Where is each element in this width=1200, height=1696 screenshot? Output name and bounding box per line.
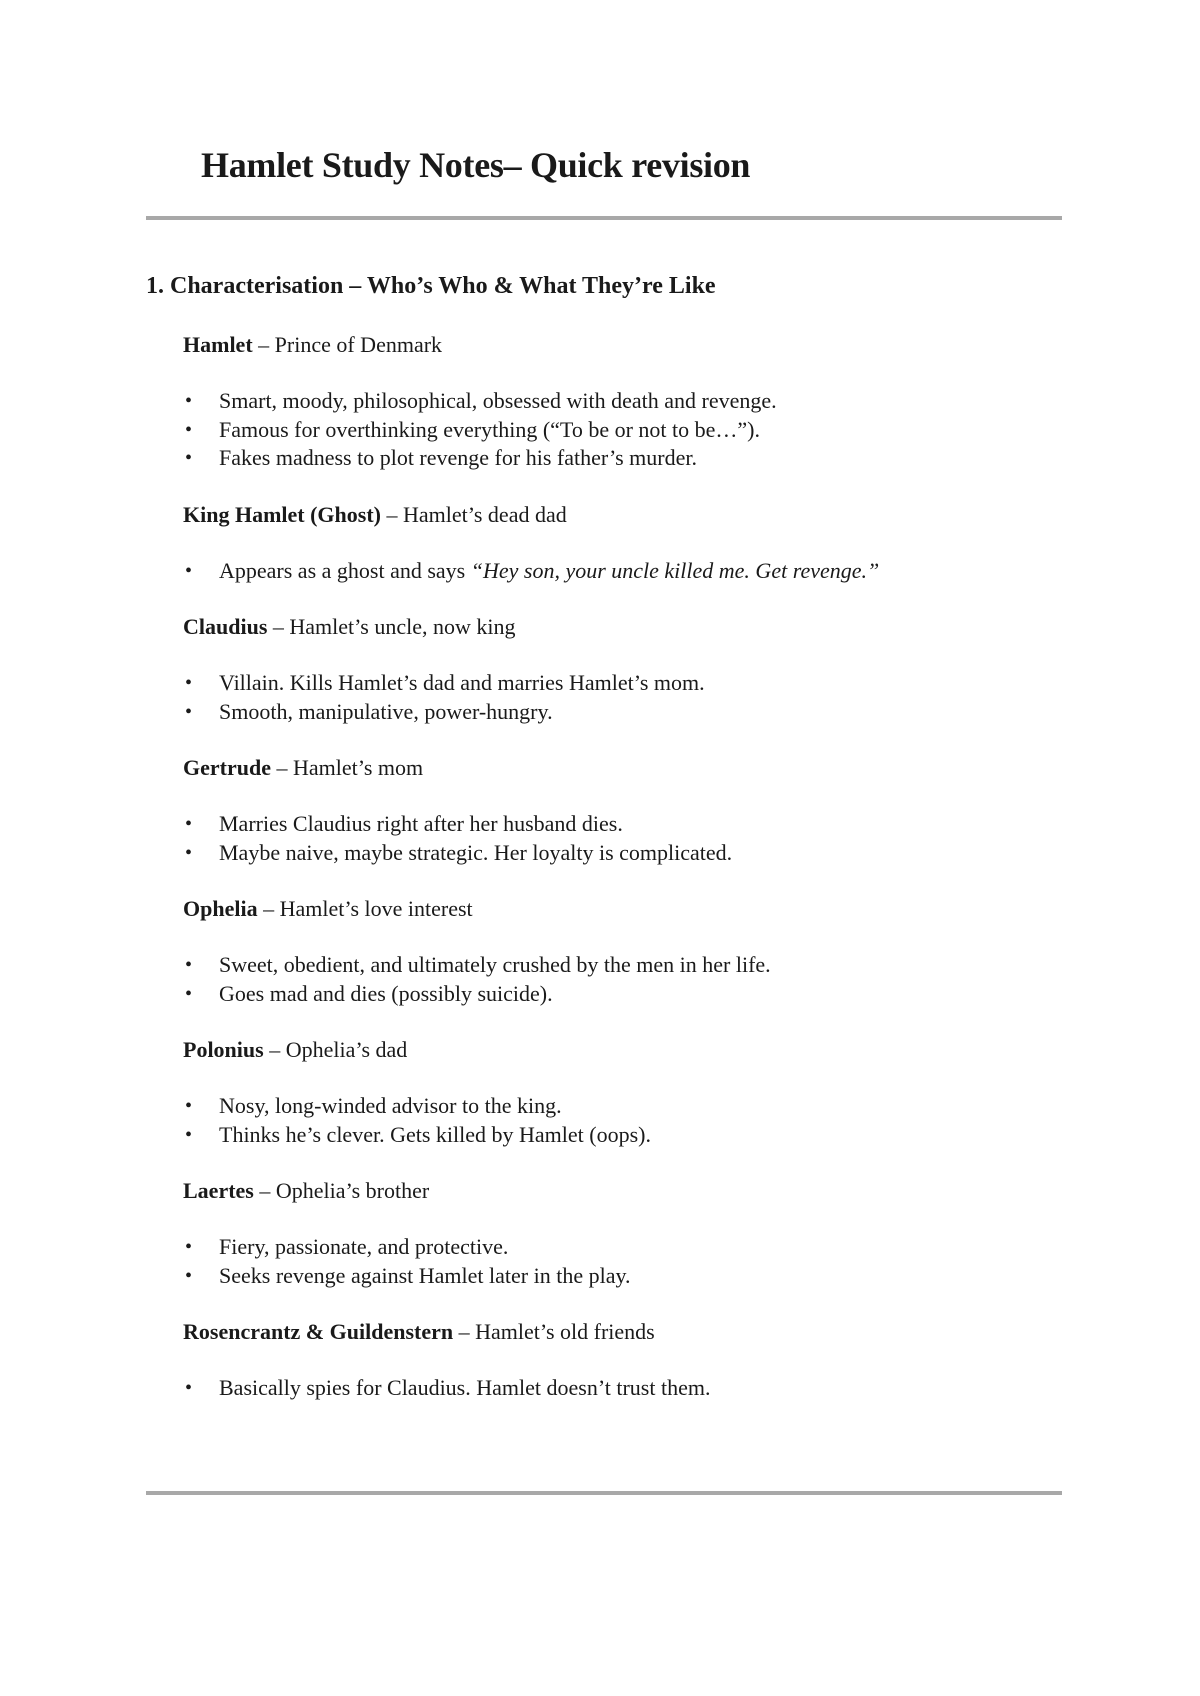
character-name: Ophelia bbox=[183, 896, 258, 921]
list-item bbox=[183, 1374, 1063, 1403]
dash-separator: – bbox=[257, 896, 280, 921]
bullet-icon: • bbox=[185, 954, 193, 976]
list-item bbox=[183, 951, 1063, 980]
list-item bbox=[183, 980, 1063, 1009]
character-heading bbox=[183, 331, 1063, 359]
list-item bbox=[183, 1233, 1063, 1262]
bullet-icon: • bbox=[185, 1095, 193, 1117]
character-laertes bbox=[183, 1177, 1063, 1290]
bullet-icon: • bbox=[185, 841, 193, 864]
bullet-list bbox=[183, 810, 1063, 867]
list-item bbox=[183, 1121, 1063, 1150]
character-role: Hamlet’s mom bbox=[292, 755, 424, 780]
list-item bbox=[183, 1262, 1063, 1291]
bullet-text: Famous for overthinking everything (“To be or not to be…”). bbox=[219, 416, 760, 442]
character-polonius bbox=[183, 1036, 1063, 1149]
bullet-icon: • bbox=[185, 813, 193, 835]
bullet-icon: • bbox=[185, 1264, 193, 1287]
bullet-icon: • bbox=[185, 418, 193, 441]
bullet-list bbox=[183, 387, 1063, 473]
page-title: Hamlet Study Notes– Quick revision bbox=[201, 145, 751, 185]
character-heading bbox=[183, 754, 1063, 782]
character-name: King Hamlet (Ghost) bbox=[183, 501, 381, 527]
character-heading bbox=[183, 1318, 1063, 1346]
character-role: Hamlet’s dead dad bbox=[403, 501, 567, 527]
dash-separator: – bbox=[267, 614, 290, 639]
list-item bbox=[183, 387, 1063, 416]
bullet-text: Nosy, long-winded advisor to the king. bbox=[219, 1093, 562, 1118]
bullet-text: Marries Claudius right after her husband dies. bbox=[219, 811, 623, 836]
character-claudius bbox=[183, 613, 1063, 726]
bullet-list bbox=[183, 1092, 1063, 1149]
character-heading bbox=[183, 501, 1063, 529]
bullet-list bbox=[183, 557, 1063, 586]
section-heading: 1. Characterisation – Who’s Who & What They’re Like bbox=[146, 273, 716, 299]
character-name: Rosencrantz & Guildenstern bbox=[183, 1319, 454, 1344]
character-heading bbox=[183, 1177, 1063, 1205]
character-name: Laertes bbox=[183, 1178, 254, 1203]
bullet-list bbox=[183, 951, 1063, 1008]
character-role: Hamlet’s love interest bbox=[279, 896, 473, 921]
bullet-list bbox=[183, 669, 1063, 726]
character-rosencrantz-guildenstern bbox=[183, 1318, 1063, 1403]
character-role: Prince of Denmark bbox=[274, 332, 443, 357]
bullet-text: Maybe naive, maybe strategic. Her loyalty is complicated. bbox=[219, 839, 733, 865]
dash-separator: – bbox=[263, 1037, 286, 1062]
bullet-text: Thinks he’s clever. Gets killed by Hamlet (oops). bbox=[219, 1121, 651, 1147]
bullet-text: Fakes madness to plot revenge for his father’s murder. bbox=[219, 445, 697, 470]
list-item bbox=[183, 416, 1063, 445]
bullet-text: Basically spies for Claudius. Hamlet doesn’t trust them. bbox=[219, 1375, 711, 1400]
list-item bbox=[183, 444, 1063, 473]
ghost-quote: “Hey son, your uncle killed me. Get revenge.” bbox=[470, 557, 880, 583]
bullet-icon: • bbox=[185, 447, 193, 469]
character-role: Hamlet’s old friends bbox=[475, 1319, 655, 1344]
bullet-text: Goes mad and dies (possibly suicide). bbox=[219, 980, 553, 1006]
bullet-text: Seeks revenge against Hamlet later in the play. bbox=[219, 1262, 631, 1288]
dash-separator: – bbox=[453, 1319, 476, 1344]
bullet-text: Villain. Kills Hamlet’s dad and marries Hamlet’s mom. bbox=[219, 670, 705, 695]
dash-separator: – bbox=[270, 755, 293, 780]
character-name: Gertrude bbox=[183, 755, 271, 780]
list-item bbox=[183, 669, 1063, 698]
character-heading bbox=[183, 613, 1063, 641]
bullet-text: Smooth, manipulative, power-hungry. bbox=[219, 698, 553, 724]
list-item bbox=[183, 698, 1063, 727]
list-item bbox=[183, 839, 1063, 868]
character-list bbox=[183, 331, 1063, 1431]
bullet-icon: • bbox=[185, 1236, 193, 1258]
bullet-text: Sweet, obedient, and ultimately crushed by the men in her life. bbox=[219, 952, 771, 977]
bullet-icon: • bbox=[185, 700, 193, 723]
bottom-divider bbox=[146, 1491, 1062, 1495]
dash-separator: – bbox=[253, 1178, 276, 1203]
bullet-list bbox=[183, 1374, 1063, 1403]
bullet-icon: • bbox=[185, 672, 193, 694]
character-name: Hamlet bbox=[183, 332, 253, 357]
dash-separator: – bbox=[252, 332, 275, 357]
character-name: Claudius bbox=[183, 614, 268, 639]
top-divider bbox=[146, 216, 1062, 220]
character-hamlet bbox=[183, 331, 1063, 473]
list-item bbox=[183, 1092, 1063, 1121]
bullet-text: Appears as a ghost and says bbox=[219, 557, 471, 583]
bullet-list bbox=[183, 1233, 1063, 1290]
bullet-icon: • bbox=[185, 559, 193, 582]
character-heading bbox=[183, 895, 1063, 923]
character-king-hamlet bbox=[183, 501, 1063, 586]
character-role: Ophelia’s brother bbox=[275, 1178, 430, 1203]
bullet-icon: • bbox=[185, 1123, 193, 1146]
bullet-icon: • bbox=[185, 390, 193, 412]
dash-separator: – bbox=[381, 501, 403, 527]
bullet-text: Fiery, passionate, and protective. bbox=[219, 1234, 509, 1259]
character-ophelia bbox=[183, 895, 1063, 1008]
character-role: Hamlet’s uncle, now king bbox=[289, 614, 516, 639]
bullet-icon: • bbox=[185, 1377, 193, 1399]
bullet-icon: • bbox=[185, 982, 193, 1005]
character-gertrude bbox=[183, 754, 1063, 867]
list-item bbox=[183, 557, 1063, 586]
bullet-text: Smart, moody, philosophical, obsessed with death and revenge. bbox=[219, 388, 777, 413]
character-name: Polonius bbox=[183, 1037, 264, 1062]
character-heading bbox=[183, 1036, 1063, 1064]
list-item bbox=[183, 810, 1063, 839]
character-role: Ophelia’s dad bbox=[285, 1037, 408, 1062]
